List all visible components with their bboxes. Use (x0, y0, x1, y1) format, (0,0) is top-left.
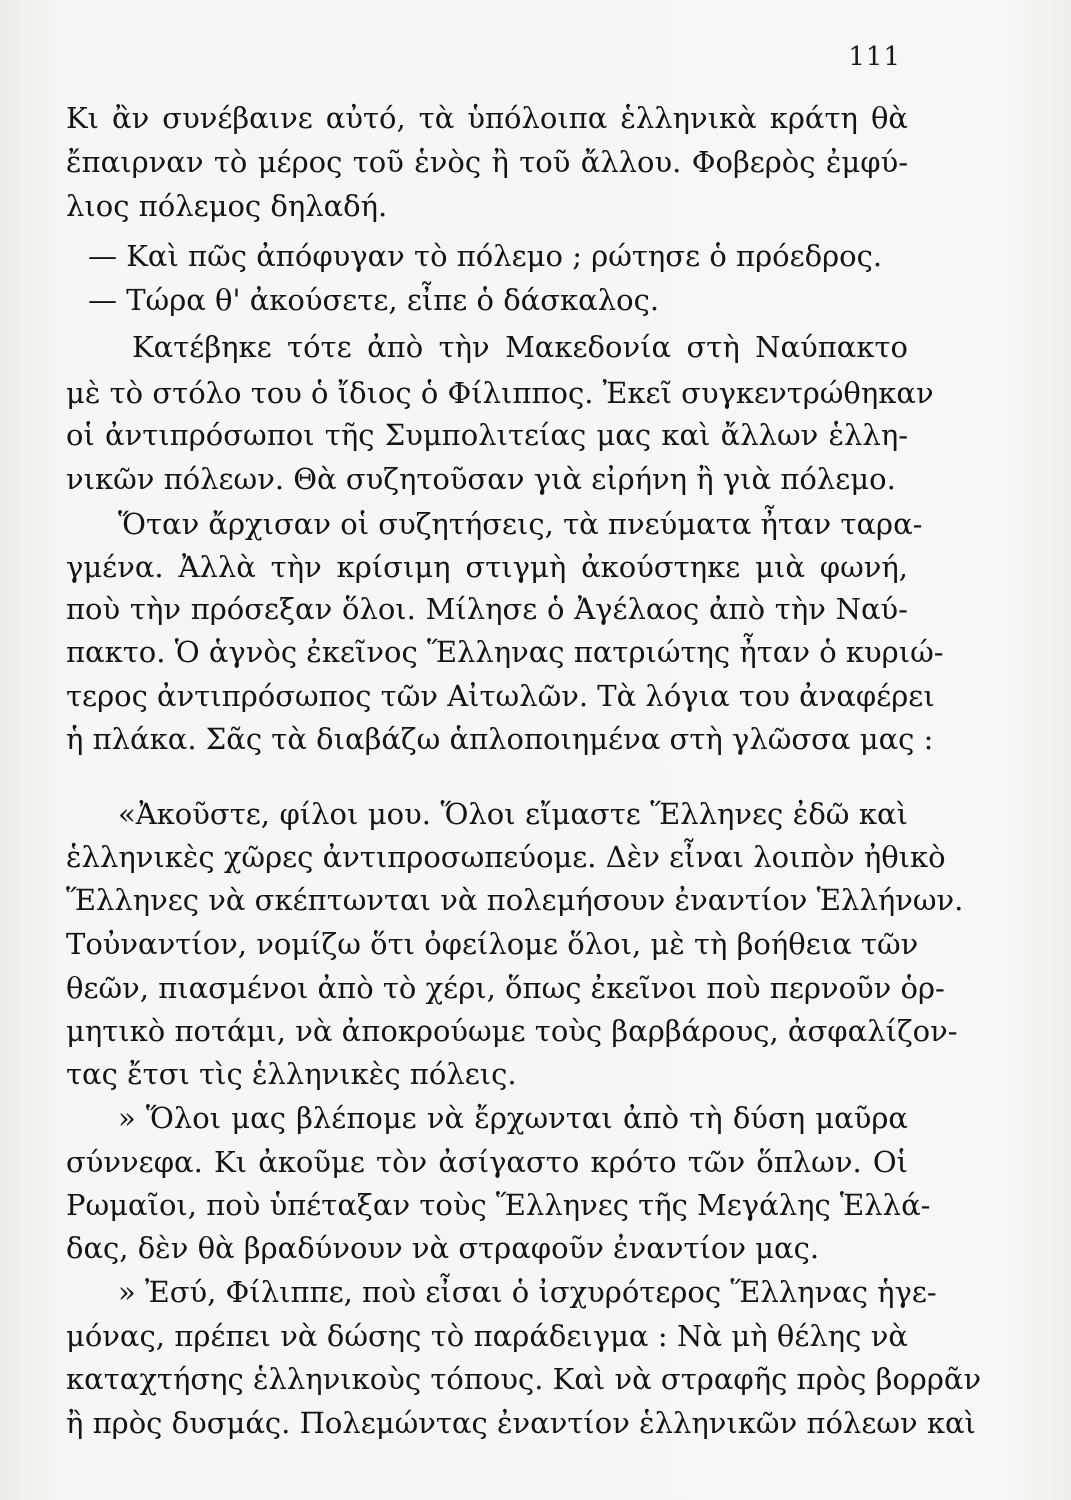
text-line: λιος πόλεμος δηλαδή. (66, 189, 388, 223)
text-line: τερος ἀντιπρόσωπος τῶν Αἰτωλῶν. Τὰ λόγια του ἀναφέρει (66, 679, 935, 713)
text-line: καταχτήσης ἑλληνικοὺς τόπους. Καὶ νὰ στραφῆς πρὸς βορρᾶν (66, 1362, 982, 1396)
text-line: Ρωμαῖοι, ποὺ ὑπέταξαν τοὺς Ἕλληνες τῆς Μεγάλης Ἑλλά- (66, 1188, 931, 1222)
text-line: πακτο. Ὁ ἁγνὸς ἐκεῖνος Ἕλληνας πατριώτης ἦταν ὁ κυριώ- (66, 635, 944, 669)
text-line: Κατέβηκε τότε ἀπὸ τὴν Μακεδονία στὴ Ναύπακτο (132, 330, 908, 364)
text-line: » Ὅλοι μας βλέπομε νὰ ἔρχωνται ἀπὸ τὴ δύση μαῦρα (118, 1101, 908, 1135)
text-line: Ἕλληνες νὰ σκέπτωνται νὰ πολεμήσουν ἐναντίον Ἑλλήνων. (66, 883, 964, 917)
text-line: ἔπαιρναν τὸ μέρος τοῦ ἑνὸς ἢ τοῦ ἄλλου. Φοβερὸς ἐμφύ- (66, 145, 908, 179)
text-line: θεῶν, πιασμένοι ἀπὸ τὸ χέρι, ὅπως ἐκεῖνοι ποὺ περνοῦν ὁρ- (66, 971, 945, 1005)
text-line: ἢ πρὸς δυσμάς. Πολεμώντας ἐναντίον ἑλληνικῶν πόλεων καὶ (66, 1406, 976, 1440)
text-line: — Καὶ πῶς ἀπόφυγαν τὸ πόλεμο ; ρώτησε ὁ πρόεδρος. (88, 239, 883, 273)
text-line: νικῶν πόλεων. Θὰ συζητοῦσαν γιὰ εἰρήνη ἢ γιὰ πόλεμο. (66, 462, 896, 496)
text-line: ποὺ τὴν πρόσεξαν ὅλοι. Μίλησε ὁ Ἀγέλαος ἀπὸ τὴν Ναύ- (66, 592, 908, 626)
text-line: Ὅταν ἄρχισαν οἱ συζητήσεις, τὰ πνεύματα ἦταν ταρα- (118, 507, 923, 541)
text-line: δας, δὲν θὰ βραδύνουν νὰ στραφοῦν ἐναντίον μας. (66, 1231, 820, 1265)
text-line: μητικὸ ποτάμι, νὰ ἀποκρούωμε τοὺς βαρβάρους, ἀσφαλίζον- (66, 1014, 958, 1048)
text-line: ἡ πλάκα. Σᾶς τὰ διαβάζω ἁπλοποιημένα στὴ γλῶσσα μας : (66, 722, 934, 756)
text-line: γμένα. Ἀλλὰ τὴν κρίσιμη στιγμὴ ἀκούστηκε μιὰ φωνή, (66, 550, 908, 584)
text-line: Κι ἂν συνέβαινε αὐτό, τὰ ὑπόλοιπα ἑλληνικὰ κράτη θὰ (66, 101, 908, 135)
text-line: τας ἔτσι τὶς ἑλληνικὲς πόλεις. (66, 1057, 517, 1091)
text-line: «Ἀκοῦστε, φίλοι μου. Ὅλοι εἴμαστε Ἕλληνες ἐδῶ καὶ (118, 797, 908, 831)
text-line: — Τώρα θ' ἀκούσετε, εἶπε ὁ δάσκαλος. (88, 283, 660, 317)
text-line: μὲ τὸ στόλο του ὁ ἴδιος ὁ Φίλιππος. Ἐκεῖ συγκεντρώθηκαν (66, 376, 934, 410)
text-line: Τοὐναντίον, νομίζω ὅτι ὀφείλομε ὅλοι, μὲ τὴ βοήθεια τῶν (66, 927, 919, 961)
text-line: » Ἐσύ, Φίλιππε, ποὺ εἶσαι ὁ ἰσχυρότερος Ἕλληνας ἡγε- (118, 1275, 937, 1309)
text-line: μόνας, πρέπει νὰ δώσης τὸ παράδειγμα : Νὰ μὴ θέλης νὰ (66, 1319, 908, 1353)
text-line: σύννεφα. Κι ἀκοῦμε τὸν ἀσίγαστο κρότο τῶν ὅπλων. Οἱ (66, 1145, 908, 1179)
page-number: 111 (848, 42, 901, 72)
text-line: ἑλληνικὲς χῶρες ἀντιπροσωπεύομε. Δὲν εἶναι λοιπὸν ἠθικὸ (66, 840, 946, 874)
text-line: οἱ ἀντιπρόσωποι τῆς Συμπολιτείας μας καὶ ἄλλων ἑλλη- (66, 418, 908, 452)
